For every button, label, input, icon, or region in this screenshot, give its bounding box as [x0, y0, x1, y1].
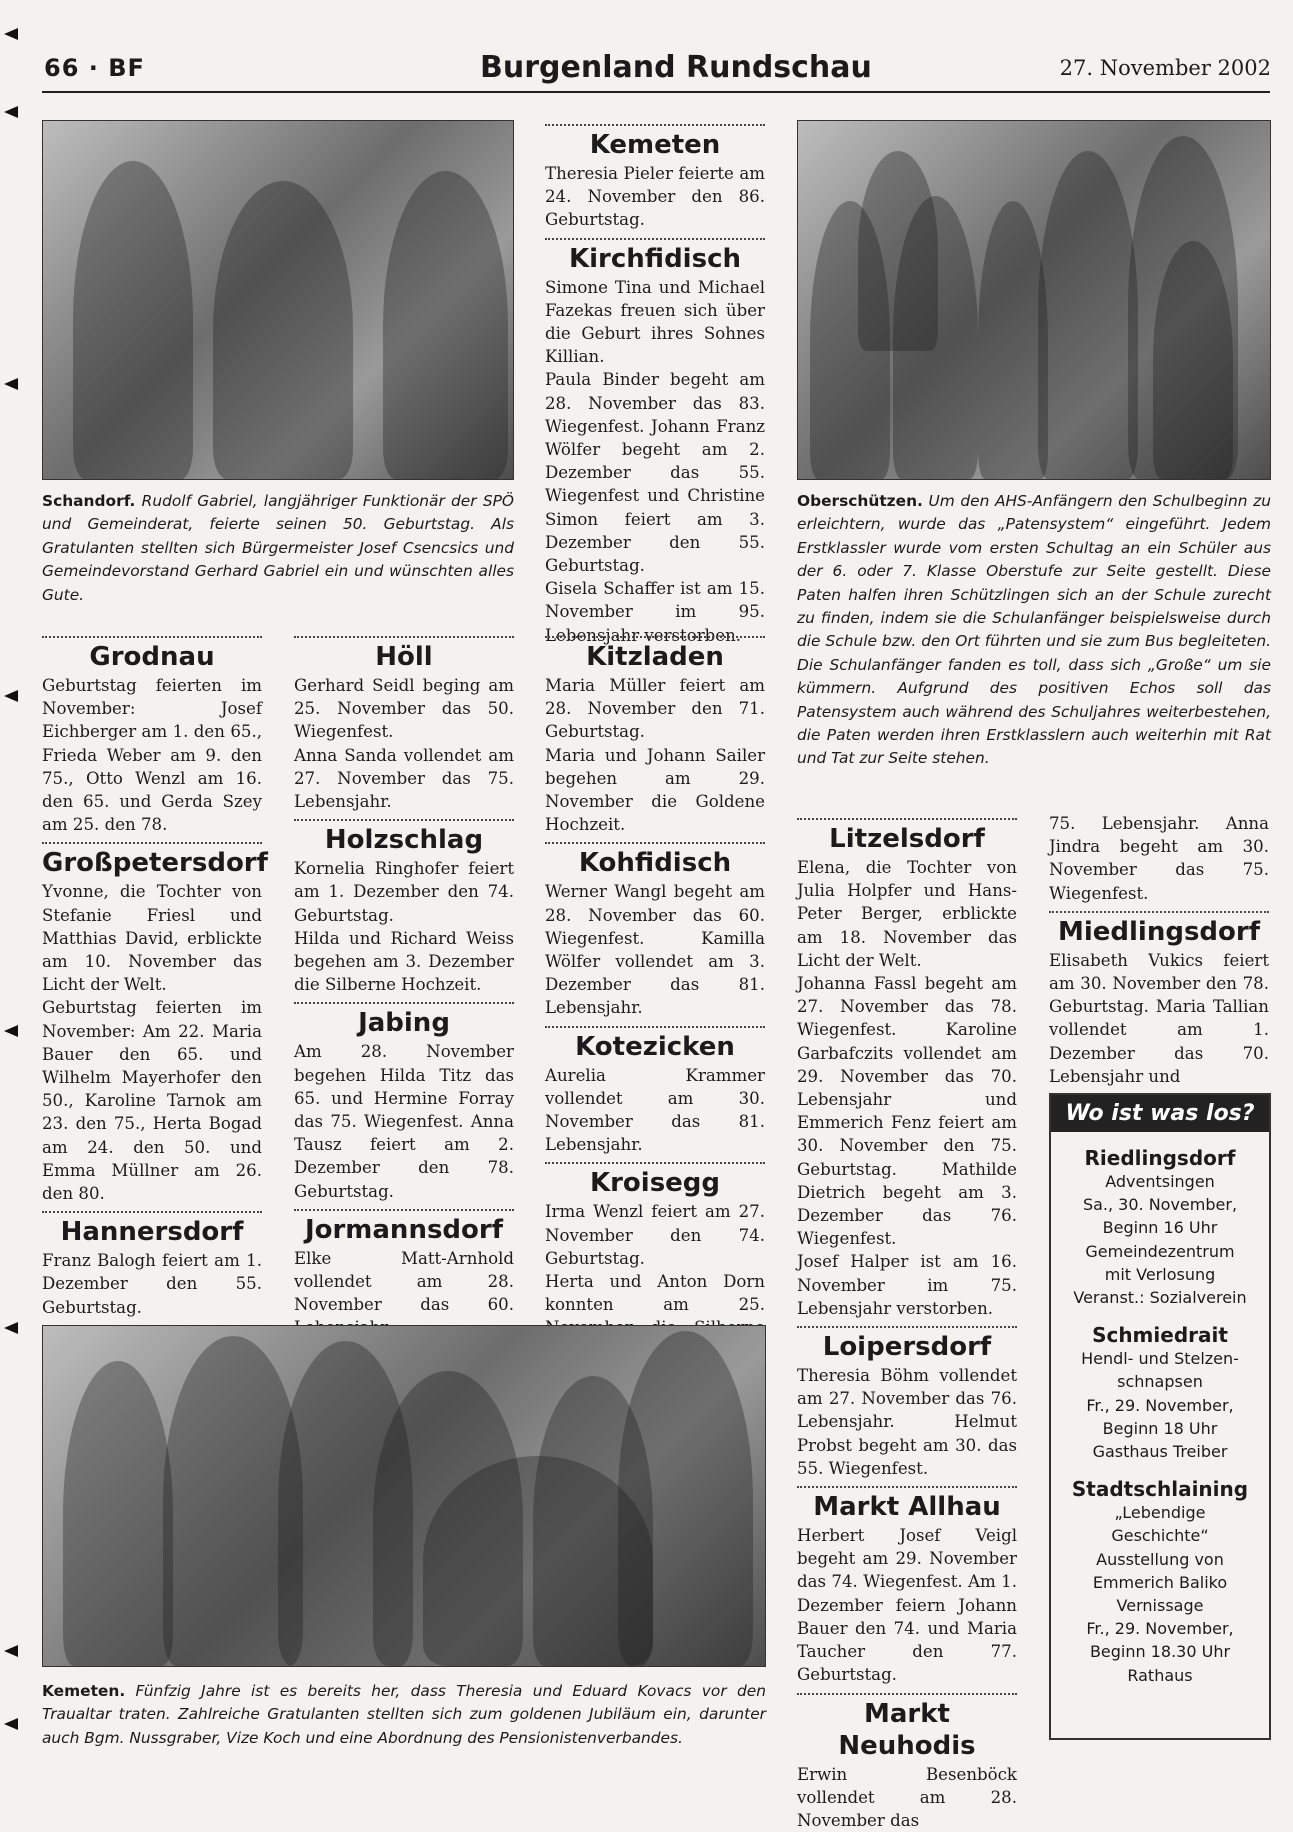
event-line: Gasthaus Treiber — [1051, 1440, 1269, 1463]
section-divider — [797, 1693, 1017, 1695]
caption-kemeten: Kemeten. Fünfzig Jahre ist es bereits her, dass Theresia und Eduard Kovacs vor den Traualtar traten. Zahlreiche Gratulanten stellten sich zum goldenen Jubiläum ein, darunter auch Bgm. Nussgraber, Vize Koch und eine Abordnung des Pensionistenverbandes. — [42, 1680, 766, 1750]
event-line: Fr., 29. November, — [1051, 1394, 1269, 1417]
column-5 — [1049, 812, 1269, 1088]
text-markt-allhau: Herbert Josef Veigl begeht am 29. November das 74. Wiegenfest. Am 1. Dezember feiern Johann Bauer den 74. und Maria Taucher den 77. Geburtstag. — [797, 1524, 1017, 1686]
event-place-name: Stadtschlaining — [1051, 1477, 1269, 1501]
section-divider — [545, 124, 765, 126]
text-kirchfidisch-1: Simone Tina und Michael Fazekas freuen sich über die Geburt ihres Sohnes Killian. — [545, 276, 765, 369]
heading-kirchfidisch: Kirchfidisch — [545, 243, 765, 275]
event-line: Geschichte“ — [1051, 1524, 1269, 1547]
text-litzelsdorf-2: Johanna Fassl begeht am 27. November das 78. Wiegenfest. Karoline Garbafczits vollendet am 29. November das 70. Lebensjahr und Emmerich Fenz feiert am 30. November den 75. Geburtstag. Mathilde Dietrich begeht am 3. Dezember das 76. Wiegenfest. — [797, 972, 1017, 1250]
section-divider — [545, 842, 765, 844]
margin-marker-icon — [4, 1322, 18, 1334]
heading-markt-neuhodis: Markt Neuhodis — [797, 1698, 1017, 1762]
section-divider — [797, 1486, 1017, 1488]
section-divider — [294, 636, 514, 638]
column-1 — [42, 630, 262, 1319]
margin-marker-icon — [4, 106, 18, 118]
text-continued: 75. Lebensjahr. Anna Jindra begeht am 30. November das 75. Wiegenfest. — [1049, 812, 1269, 905]
event-line: Ausstellung von — [1051, 1548, 1269, 1571]
event-place-name: Schmiedrait — [1051, 1323, 1269, 1347]
text-loipersdorf: Theresia Böhm vollendet am 27. November das 76. Lebensjahr. Helmut Probst begeht am 30. das 55. Wiegenfest. — [797, 1364, 1017, 1480]
event-line: Beginn 18 Uhr — [1051, 1417, 1269, 1440]
heading-kohfidisch: Kohfidisch — [545, 847, 765, 879]
text-kitzladen-2: Maria und Johann Sailer begehen am 29. November die Goldene Hochzeit. — [545, 744, 765, 837]
heading-kroisegg: Kroisegg — [545, 1167, 765, 1199]
text-hoell-1: Gerhard Seidl beging am 25. November das 50. Wiegenfest. — [294, 674, 514, 744]
text-kroisegg-2: Herta und Anton Dorn konnten am 25. — [545, 1270, 765, 1363]
event-schmiedrait — [1051, 1323, 1269, 1463]
event-line: Rathaus — [1051, 1664, 1269, 1687]
heading-grosspetersdorf: Großpetersdorf — [42, 847, 262, 879]
column-2 — [294, 630, 514, 1340]
text-jormannsdorf: Elke Matt-Arnhold vollendet am 28. November das 60. — [294, 1247, 514, 1340]
text-hannersdorf: Franz Balogh feiert am 1. Dezember den 55. Geburtstag. — [42, 1249, 262, 1319]
event-line: Vernissage — [1051, 1594, 1269, 1617]
section-divider — [545, 1162, 765, 1164]
text-jabing: Am 28. November begehen Hilda Titz das 65. und Hermine Forray das 75. Wiegenfest. Anna Tausz feiert am 2. Dezember den 78. Geburtstag. — [294, 1040, 514, 1202]
heading-hannersdorf: Hannersdorf — [42, 1216, 262, 1248]
heading-markt-allhau: Markt Allhau — [797, 1491, 1017, 1523]
text-hoell-2: Anna Sanda vollendet am 27. November das 75. Lebensjahr. — [294, 744, 514, 814]
section-divider — [42, 636, 262, 638]
text-kitzladen-1: Maria Müller feiert am 28. November den 71. Geburtstag. — [545, 674, 765, 744]
margin-marker-icon — [4, 1025, 18, 1037]
events-box-title: Wo ist was los? — [1051, 1095, 1269, 1132]
newspaper-title: Burgenland Rundschau — [480, 50, 872, 85]
text-miedlingsdorf: Elisabeth Vukics feiert am 30. November den 78. Geburtstag. Maria Tallian vollendet am 1. Dezember das 70. Lebensjahr und — [1049, 949, 1269, 1088]
text-markt-neuhodis: Erwin Besenböck vollendet am 28. November das — [797, 1763, 1017, 1832]
photo-kemeten — [42, 1325, 766, 1667]
event-line: Beginn 16 Uhr — [1051, 1216, 1269, 1239]
heading-kotezicken: Kotezicken — [545, 1031, 765, 1063]
text-grodnau: Geburtstag feierten im November: Josef Eichberger am 1. den 65., Frieda Weber am 9. den 75., Otto Wenzl am 16. den 65. und Gerda Szey am 25. den 78. — [42, 674, 262, 836]
caption-schandorf: Schandorf. Rudolf Gabriel, langjähriger Funktionär der SPÖ und Gemeinderat, feierte seinen 50. Geburtstag. Als Gratulanten stellten sich Bürgermeister Josef Csencsics und Gemeindevorstand Gerhard Gabriel ein und wünschten alles Gute. — [42, 490, 514, 607]
photo-schandorf — [42, 120, 514, 480]
text-grosspetersdorf-1: Yvonne, die Tochter von Stefanie Friesl und Matthias David, erblickte am 10. November das Licht der Welt. — [42, 880, 262, 996]
heading-jormannsdorf: Jormannsdorf — [294, 1214, 514, 1246]
section-divider — [294, 819, 514, 821]
caption-oberschuetzen: Oberschützen. Um den AHS-Anfängern den Schulbeginn zu erleichtern, wurde das „Patensystem“ eingeführt. Jedem Erstklassler wurde vom ersten Schultag an ein Schüler aus der 6. oder 7. Klasse Oberstufe zur Seite gestellt. Diese Paten halfen ihren Schützlingen sich an der Schule zurecht zu finden, indem sie die Schulanfänger beispielsweise durch die Schule bzw. den Ort führten und sie zum Bus begleiteten. Die Schulanfänger fanden es toll, dass sich „Große“ um sie kümmern. Aufgrund des positiven Echos soll das Patensystem auch während des Schuljahres weiterbestehen, die Paten werden ihren Erstklasslern auch weiterhin mit Rat und Tat zur Seite stehen. — [797, 490, 1271, 771]
event-line: schnapsen — [1051, 1370, 1269, 1393]
section-divider — [294, 1209, 514, 1211]
event-line: „Lebendige — [1051, 1501, 1269, 1524]
section-divider — [545, 238, 765, 240]
event-line: Emmerich Baliko — [1051, 1571, 1269, 1594]
event-place-name: Riedlingsdorf — [1051, 1146, 1269, 1170]
heading-miedlingsdorf: Miedlingsdorf — [1049, 916, 1269, 948]
text-kotezicken: Aurelia Krammer vollendet am 30. November das 81. Lebensjahr. — [545, 1064, 765, 1157]
margin-marker-icon — [4, 1718, 18, 1730]
column-3 — [545, 630, 765, 1363]
heading-kitzladen: Kitzladen — [545, 641, 765, 673]
events-box — [1049, 1093, 1271, 1740]
heading-hoell: Höll — [294, 641, 514, 673]
event-line: Sa., 30. November, — [1051, 1193, 1269, 1216]
text-holzschlag-2: Hilda und Richard Weiss begehen am 3. Dezember die Silberne Hochzeit. — [294, 927, 514, 997]
event-stadtschlaining — [1051, 1477, 1269, 1687]
section-divider — [1049, 911, 1269, 913]
section-divider — [42, 1211, 262, 1213]
heading-jabing: Jabing — [294, 1007, 514, 1039]
section-divider — [42, 842, 262, 844]
header-rule — [42, 91, 1270, 93]
event-line: Gemeindezentrum — [1051, 1240, 1269, 1263]
text-litzelsdorf-1: Elena, die Tochter von Julia Holpfer und Hans-Peter Berger, erblickte am 18. November das Licht der Welt. — [797, 856, 1017, 972]
heading-litzelsdorf: Litzelsdorf — [797, 823, 1017, 855]
column-top-middle — [545, 120, 765, 647]
margin-marker-icon — [4, 28, 18, 40]
section-divider — [797, 1326, 1017, 1328]
event-line: Hendl- und Stelzen- — [1051, 1347, 1269, 1370]
text-kemeten: Theresia Pieler feierte am 24. November den 86. Geburtstag. — [545, 162, 765, 232]
text-kirchfidisch-3: Gisela Schaffer ist am 15. November im 95. Lebensjahr verstorben. — [545, 577, 765, 647]
event-line: Adventsingen — [1051, 1170, 1269, 1193]
event-line: Fr., 29. November, — [1051, 1617, 1269, 1640]
column-4 — [797, 818, 1017, 1832]
text-kirchfidisch-2: Paula Binder begeht am 28. November das 83. Wiegenfest. Johann Franz Wölfer begeht am 2. Dezember das 55. Wiegenfest und Christine Simon feiert am 3. Dezember den 55. Geburtstag. — [545, 368, 765, 577]
event-line: mit Verlosung — [1051, 1263, 1269, 1286]
heading-holzschlag: Holzschlag — [294, 824, 514, 856]
page-number-section: 66 · BF — [44, 54, 145, 82]
margin-marker-icon — [4, 690, 18, 702]
margin-marker-icon — [4, 1645, 18, 1657]
section-divider — [294, 1002, 514, 1004]
heading-grodnau: Grodnau — [42, 641, 262, 673]
heading-kemeten: Kemeten — [545, 129, 765, 161]
heading-loipersdorf: Loipersdorf — [797, 1331, 1017, 1363]
section-divider — [545, 636, 765, 638]
text-litzelsdorf-3: Josef Halper ist am 16. November im 75. Lebensjahr verstorben. — [797, 1250, 1017, 1320]
text-grosspetersdorf-2: Geburtstag feierten im November: Am 22. Maria Bauer den 65. und Wilhelm Mayerhofer den 50., Karoline Tarnok am 23. den 75., Herta Bogad am 24. den 50. und Emma Müllner am 26. den 80. — [42, 996, 262, 1205]
photo-oberschuetzen — [797, 120, 1271, 480]
text-kroisegg-1: Irma Wenzl feiert am 27. November den 74. Geburtstag. — [545, 1200, 765, 1270]
section-divider — [797, 818, 1017, 820]
issue-date: 27. November 2002 — [1060, 56, 1271, 80]
event-riedlingsdorf — [1051, 1146, 1269, 1309]
text-holzschlag-1: Kornelia Ringhofer feiert am 1. Dezember den 74. Geburtstag. — [294, 857, 514, 927]
section-divider — [545, 1026, 765, 1028]
event-line: Veranst.: Sozialverein — [1051, 1286, 1269, 1309]
text-kohfidisch: Werner Wangl begeht am 28. November das 60. Wiegenfest. Kamilla Wölfer vollendet am 3. Dezember das 81. Lebensjahr. — [545, 880, 765, 1019]
margin-marker-icon — [4, 378, 18, 390]
event-line: Beginn 18.30 Uhr — [1051, 1640, 1269, 1663]
